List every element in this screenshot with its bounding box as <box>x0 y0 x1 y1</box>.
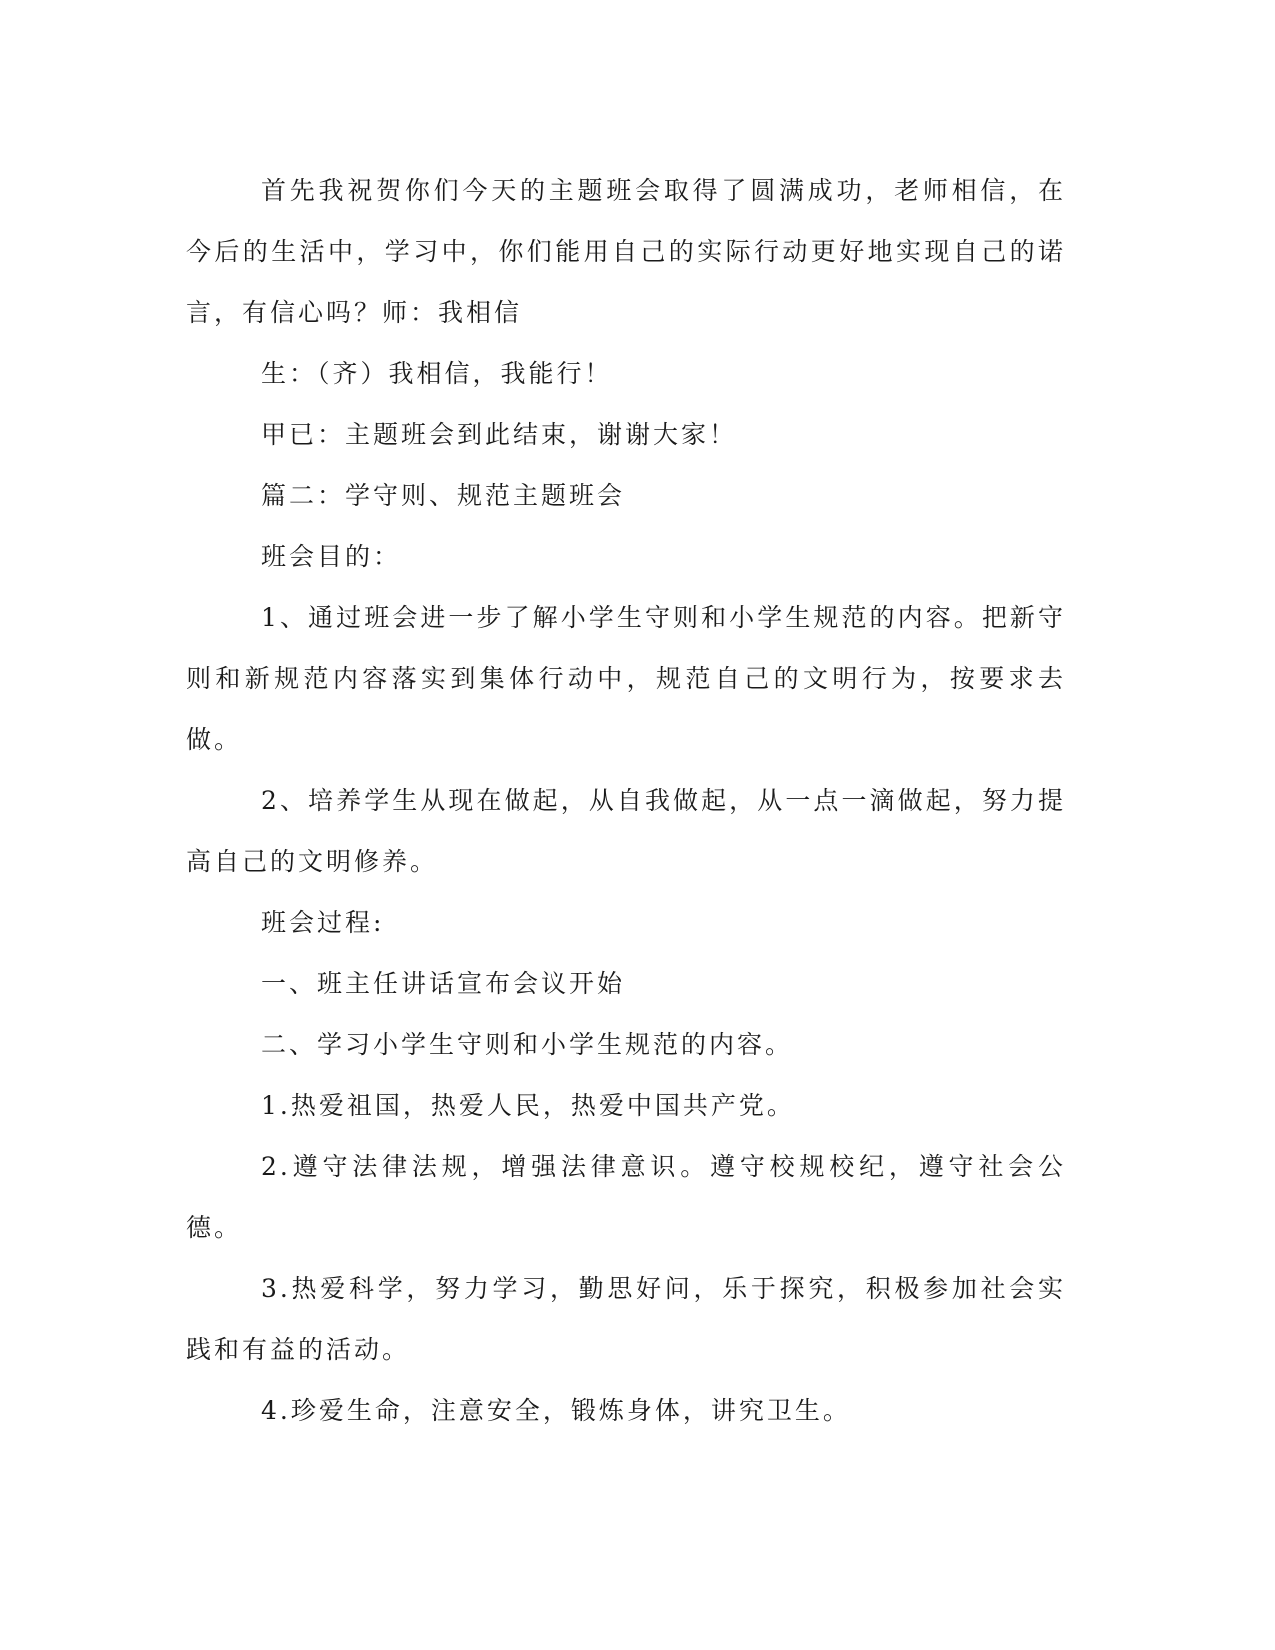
purpose-item-2: 2、培养学生从现在做起，从自我做起，从一点一滴做起，努力提高自己的文明修养。 <box>186 786 1066 876</box>
rule-item-2: 2.遵守法律法规，增强法律意识。遵守校规校纪，遵守社会公德。 <box>186 1152 1066 1242</box>
paragraph-congratulations: 首先我祝贺你们今天的主题班会取得了圆满成功，老师相信，在今后的生活中，学习中，你们能用自己的实际行动更好地实现自己的诺言，有信心吗？师：我相信 <box>186 176 1066 327</box>
document-body <box>186 160 1066 1441</box>
process-step-1: 一、班主任讲话宣布会议开始 <box>261 969 626 998</box>
rule-item-3: 3.热爱科学，努力学习，勤思好问，乐于探究，积极参加社会实践和有益的活动。 <box>186 1274 1066 1364</box>
heading-meeting-process: 班会过程: <box>261 908 385 937</box>
section-heading-part-two: 篇二：学守则、规范主题班会 <box>261 481 626 510</box>
rule-item-4: 4.珍爱生命，注意安全，锻炼身体，讲究卫生。 <box>261 1396 851 1425</box>
process-step-2: 二、学习小学生守则和小学生规范的内容。 <box>261 1030 794 1059</box>
rule-item-1: 1.热爱祖国，热爱人民，热爱中国共产党。 <box>261 1091 795 1120</box>
heading-meeting-purpose: 班会目的： <box>261 542 402 571</box>
paragraph-students-reply: 生：（齐）我相信，我能行！ <box>261 359 613 388</box>
purpose-item-1: 1、通过班会进一步了解小学生守则和小学生规范的内容。把新守则和新规范内容落实到集体行动中，规范自己的文明行为，按要求去做。 <box>186 603 1066 754</box>
paragraph-closing: 甲已：主题班会到此结束，谢谢大家！ <box>261 420 738 449</box>
